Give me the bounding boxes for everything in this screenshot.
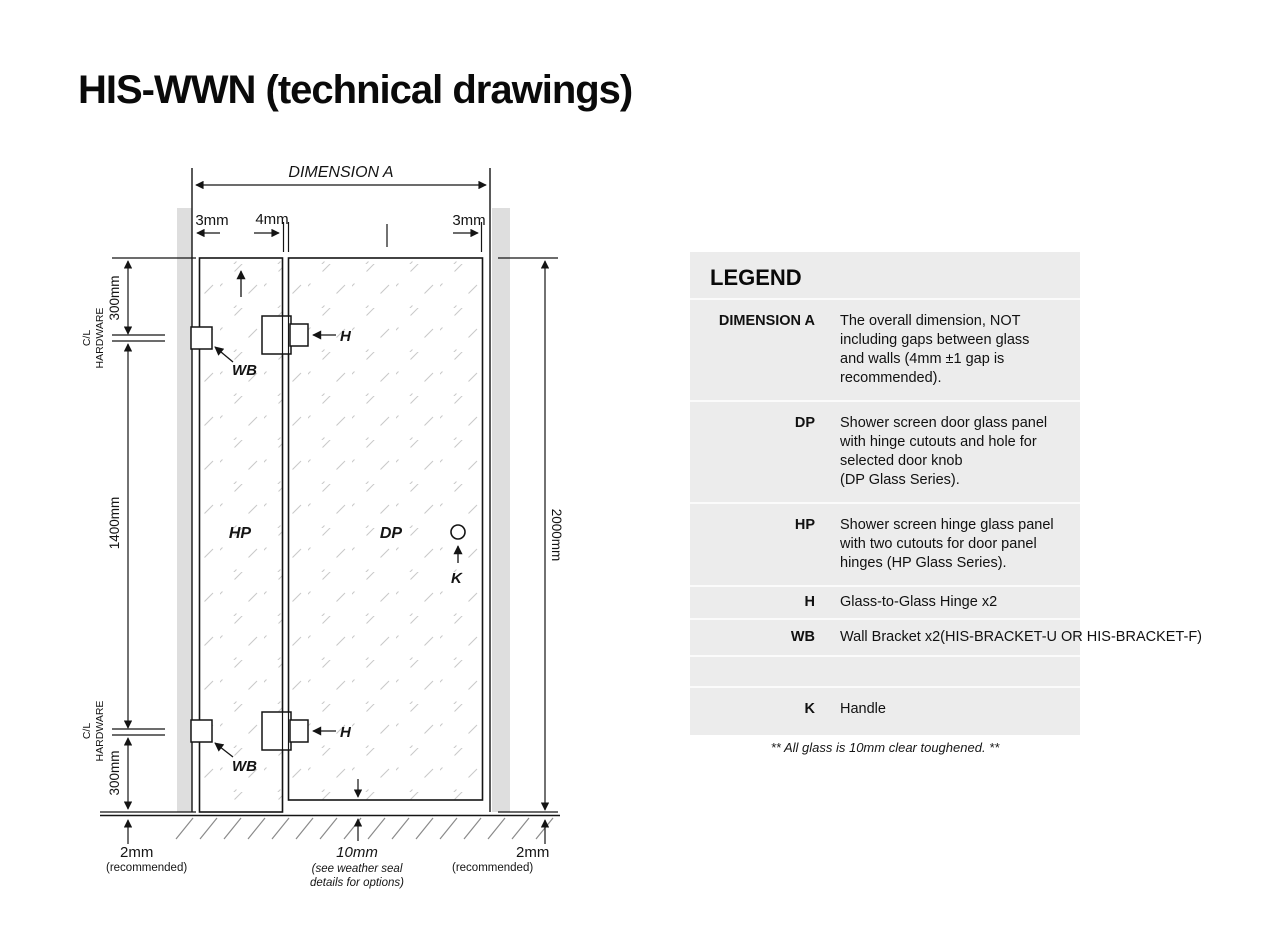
legend-desc bbox=[840, 516, 1082, 573]
legend-desc bbox=[840, 593, 1082, 612]
legend-term: H bbox=[804, 594, 815, 610]
legend-desc-line: including gaps between glass bbox=[840, 332, 1030, 348]
legend-desc-line: Glass-to-Glass Hinge x2 bbox=[840, 594, 998, 610]
floor-gap-door-note2: details for options) bbox=[310, 877, 404, 889]
dimension-a-label: DIMENSION A bbox=[288, 164, 394, 181]
floor-gap-door-note1: (see weather seal bbox=[311, 863, 403, 875]
legend-desc-line: The overall dimension, NOT bbox=[840, 313, 1021, 329]
legend-row-spacer bbox=[690, 655, 1080, 686]
wall-right bbox=[492, 208, 510, 812]
cl-bottom-line2: HARDWARE bbox=[94, 700, 106, 762]
hinge-span-label: 1400mm bbox=[107, 496, 122, 550]
wall-left bbox=[177, 208, 192, 812]
top-offset-label: 300mm bbox=[107, 275, 122, 321]
legend-desc-line: recommended). bbox=[840, 370, 942, 386]
legend-term: K bbox=[804, 701, 815, 717]
legend-desc bbox=[840, 312, 1082, 388]
wall-bracket-bottom bbox=[191, 720, 212, 742]
legend-desc-line: and walls (4mm ±1 gap is bbox=[840, 351, 1005, 367]
gap-middle-label: 4mm bbox=[255, 211, 289, 228]
floor-gap-right-label: 2mm bbox=[516, 844, 550, 861]
legend-footnote: ** All glass is 10mm clear toughened. ** bbox=[770, 740, 1000, 755]
legend-row-k bbox=[690, 686, 1080, 735]
legend-term: DIMENSION A bbox=[718, 313, 815, 329]
gap-right-label: 3mm bbox=[452, 212, 486, 229]
legend-row-dimension-a bbox=[690, 298, 1080, 400]
legend-row-h bbox=[690, 585, 1080, 618]
legend-desc-line: Shower screen door glass panel bbox=[840, 415, 1048, 431]
legend-header bbox=[690, 252, 1080, 298]
legend-desc-line: selected door knob bbox=[840, 453, 963, 469]
floor-gap-left-label: 2mm bbox=[120, 844, 154, 861]
hinge-label-bottom: H bbox=[340, 724, 351, 741]
page-title: HIS-WWN (technical drawings) bbox=[78, 68, 633, 112]
cl-top-line1: C/L bbox=[81, 329, 93, 347]
legend-panel bbox=[690, 252, 1203, 735]
cl-bottom-line1: C/L bbox=[81, 722, 93, 740]
gap-left-label: 3mm bbox=[195, 212, 229, 229]
wall-bracket-top bbox=[191, 327, 212, 349]
floor-gap-door-label: 10mm bbox=[336, 844, 378, 861]
legend-desc-line: hinges (HP Glass Series). bbox=[840, 555, 1007, 571]
panel-dp-label: DP bbox=[379, 525, 403, 542]
legend-desc-line: with hinge cutouts and hole for bbox=[840, 434, 1037, 450]
legend-desc-line: Shower screen hinge glass panel bbox=[840, 517, 1054, 533]
legend-row-wb bbox=[690, 618, 1203, 655]
technical-drawing bbox=[60, 140, 580, 910]
total-height-label: 2000mm bbox=[549, 508, 564, 562]
legend-term: HP bbox=[794, 517, 815, 533]
legend-desc bbox=[840, 628, 1203, 647]
bottom-offset-label: 300mm bbox=[107, 750, 122, 796]
legend-term: WB bbox=[790, 629, 815, 645]
legend-desc-line: (DP Glass Series). bbox=[840, 472, 960, 488]
legend-desc-line: with two cutouts for door panel bbox=[840, 536, 1037, 552]
hinge-label-top: H bbox=[340, 328, 351, 345]
legend-desc bbox=[840, 657, 1082, 686]
panel-hp-label: HP bbox=[228, 525, 252, 542]
bracket-label-top: WB bbox=[232, 362, 257, 379]
legend-term bbox=[690, 657, 815, 686]
legend-title: LEGEND bbox=[710, 265, 802, 290]
legend-row-hp bbox=[690, 502, 1080, 585]
cl-top-line2: HARDWARE bbox=[94, 307, 106, 369]
handle-knob bbox=[451, 525, 465, 539]
bracket-label-bottom: WB bbox=[232, 758, 257, 775]
legend-row-dp bbox=[690, 400, 1080, 502]
floor-hatch bbox=[176, 818, 553, 839]
legend-desc bbox=[840, 700, 1082, 719]
legend-desc-line: Handle bbox=[840, 701, 886, 717]
handle-label: K bbox=[451, 570, 462, 587]
legend-desc-line: Wall Bracket x2(HIS-BRACKET-U OR HIS-BRACKET-F) bbox=[840, 629, 1203, 645]
legend-desc bbox=[840, 414, 1082, 490]
legend-term: DP bbox=[794, 415, 815, 431]
top-gap-dims bbox=[197, 222, 482, 252]
floor-gap-right-note: (recommended) bbox=[452, 862, 534, 874]
floor-gap-left-note: (recommended) bbox=[106, 862, 188, 874]
